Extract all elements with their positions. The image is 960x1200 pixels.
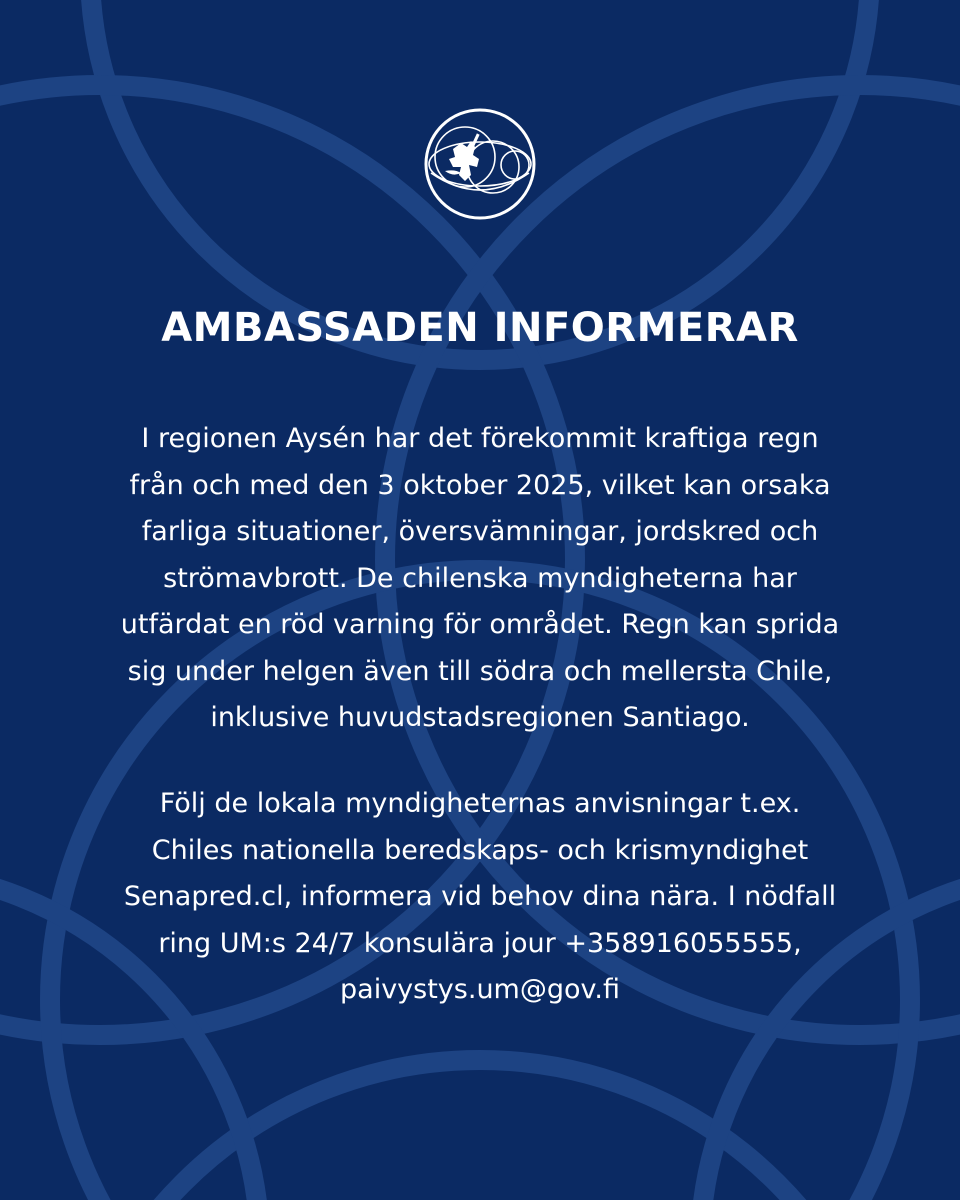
paragraph-line: utfärdat en röd varning för området. Regn kan sprida bbox=[120, 609, 840, 640]
finland-government-lion-emblem-icon bbox=[423, 107, 537, 221]
paragraph-line: Chiles nationella beredskaps- och krismyndighet bbox=[151, 834, 809, 866]
paragraph-line: paivystys.um@gov.fi bbox=[340, 974, 620, 1005]
page-title: AMBASSADEN INFORMERAR bbox=[161, 305, 799, 351]
paragraph-line: strömavbrott. De chilenska myndigheterna har bbox=[163, 562, 797, 594]
paragraph-line: Följ de lokala myndigheternas anvisningar t.ex. bbox=[159, 788, 801, 819]
instructions-paragraph bbox=[90, 781, 870, 1014]
paragraph-line: inklusive huvudstadsregionen Santiago. bbox=[210, 702, 750, 733]
paragraph-line: sig under helgen även till södra och mellersta Chile, bbox=[127, 655, 833, 687]
paragraph-line: från och med den 3 oktober 2025, vilket kan orsaka bbox=[129, 469, 831, 501]
announcement-paragraph bbox=[90, 416, 870, 742]
paragraph-line: Senapred.cl, informera vid behov dina nära. I nödfall bbox=[123, 881, 837, 912]
paragraph-line: ring UM:s 24/7 konsulära jour +358916055555, bbox=[158, 927, 802, 959]
paragraph-line: farliga situationer, översvämningar, jordskred och bbox=[141, 516, 819, 547]
paragraph-line: I regionen Aysén har det förekommit kraftiga regn bbox=[141, 423, 819, 454]
